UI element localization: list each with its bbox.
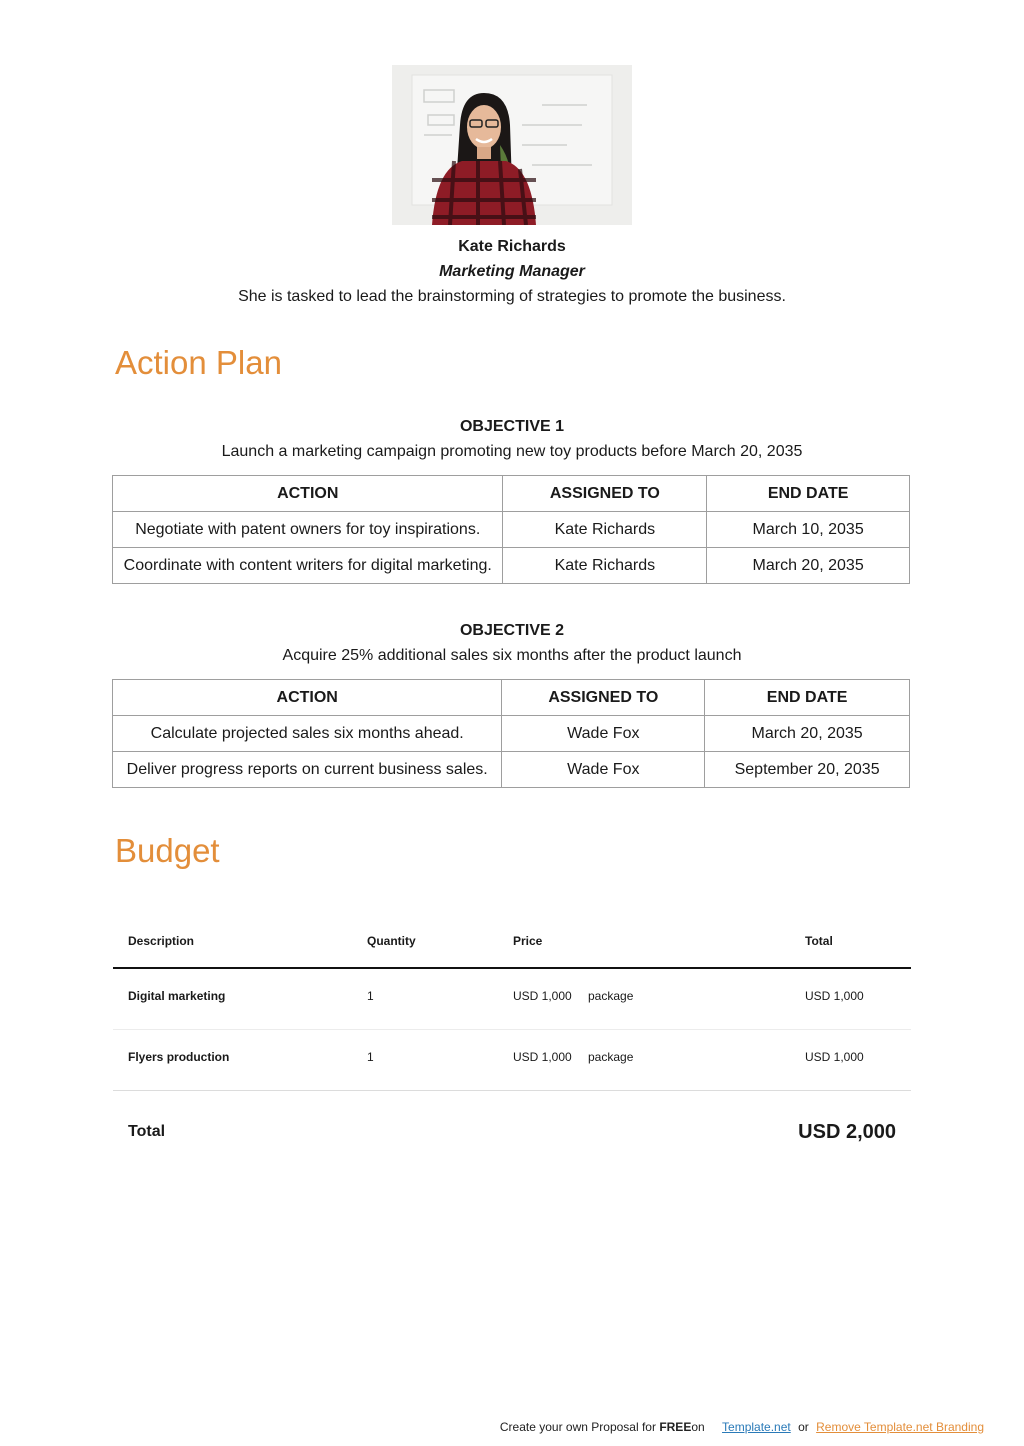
item-description: Digital marketing [128, 989, 226, 1003]
column-header-total: Total [805, 934, 833, 948]
action-plan-title: Action Plan [115, 344, 282, 381]
assigned-to-cell: Kate Richards [503, 548, 707, 584]
footer-free: FREE [659, 1420, 692, 1434]
footer-branding [500, 1420, 984, 1434]
item-total: USD 1,000 [805, 989, 864, 1003]
assigned-to-cell: Wade Fox [502, 716, 705, 752]
column-header-action: ACTION [113, 476, 503, 512]
objective-1-description: Launch a marketing campaign promoting new toy products before March 20, 2035 [221, 443, 803, 460]
table-row [113, 752, 910, 788]
item-quantity: 1 [367, 989, 374, 1003]
item-quantity: 1 [367, 1050, 374, 1064]
item-price: USD 1,000 [513, 1050, 572, 1064]
template-net-link[interactable]: Template.net [722, 1420, 791, 1434]
table-row [113, 512, 910, 548]
table-header-row [113, 476, 910, 512]
action-cell: Deliver progress reports on current business sales. [113, 752, 502, 788]
profile-photo [392, 65, 632, 225]
remove-branding-link[interactable]: Remove Template.net Branding [816, 1420, 984, 1434]
budget-total-value: USD 2,000 [798, 1121, 896, 1143]
budget-table [113, 920, 911, 1171]
assigned-to-cell: Wade Fox [502, 752, 705, 788]
action-cell: Negotiate with patent owners for toy inspirations. [113, 512, 503, 548]
objective-1-heading: OBJECTIVE 1 [459, 418, 565, 435]
column-header-assigned-to: ASSIGNED TO [503, 476, 707, 512]
objective-1-table [112, 475, 910, 584]
footer-prefix: Create your own Proposal for [499, 1420, 656, 1434]
end-date-cell: March 10, 2035 [707, 512, 910, 548]
column-header-description: Description [128, 934, 195, 948]
budget-total-label: Total [128, 1123, 166, 1140]
profile-role: Marketing Manager [439, 263, 585, 280]
footer-on: on [691, 1420, 705, 1434]
budget-row [113, 969, 911, 1030]
budget-row [113, 1030, 911, 1091]
objective-2-description: Acquire 25% additional sales six months after the product launch [282, 647, 742, 664]
item-unit: package [588, 1050, 634, 1064]
footer-or: or [798, 1420, 809, 1434]
item-unit: package [588, 989, 634, 1003]
column-header-quantity: Quantity [367, 934, 416, 948]
assigned-to-cell: Kate Richards [503, 512, 707, 548]
item-total: USD 1,000 [805, 1050, 864, 1064]
objective-2-heading: OBJECTIVE 2 [459, 622, 565, 639]
table-header-row [113, 680, 910, 716]
profile-name: Kate Richards [458, 238, 566, 255]
end-date-cell: September 20, 2035 [705, 752, 910, 788]
action-cell: Calculate projected sales six months ahead. [113, 716, 502, 752]
table-row [113, 548, 910, 584]
item-description: Flyers production [128, 1050, 230, 1064]
person-photo-illustration [392, 65, 632, 225]
end-date-cell: March 20, 2035 [707, 548, 910, 584]
column-header-assigned-to: ASSIGNED TO [502, 680, 705, 716]
budget-total-row [113, 1091, 911, 1171]
column-header-price: Price [513, 934, 543, 948]
budget-header-row [113, 920, 911, 969]
budget-title: Budget [115, 832, 220, 869]
item-price: USD 1,000 [513, 989, 572, 1003]
column-header-action: ACTION [113, 680, 502, 716]
end-date-cell: March 20, 2035 [705, 716, 910, 752]
action-cell: Coordinate with content writers for digital marketing. [113, 548, 503, 584]
column-header-end-date: END DATE [707, 476, 910, 512]
column-header-end-date: END DATE [705, 680, 910, 716]
table-row [113, 716, 910, 752]
profile-description: She is tasked to lead the brainstorming of strategies to promote the business. [238, 288, 786, 305]
objective-2-table [112, 679, 910, 788]
